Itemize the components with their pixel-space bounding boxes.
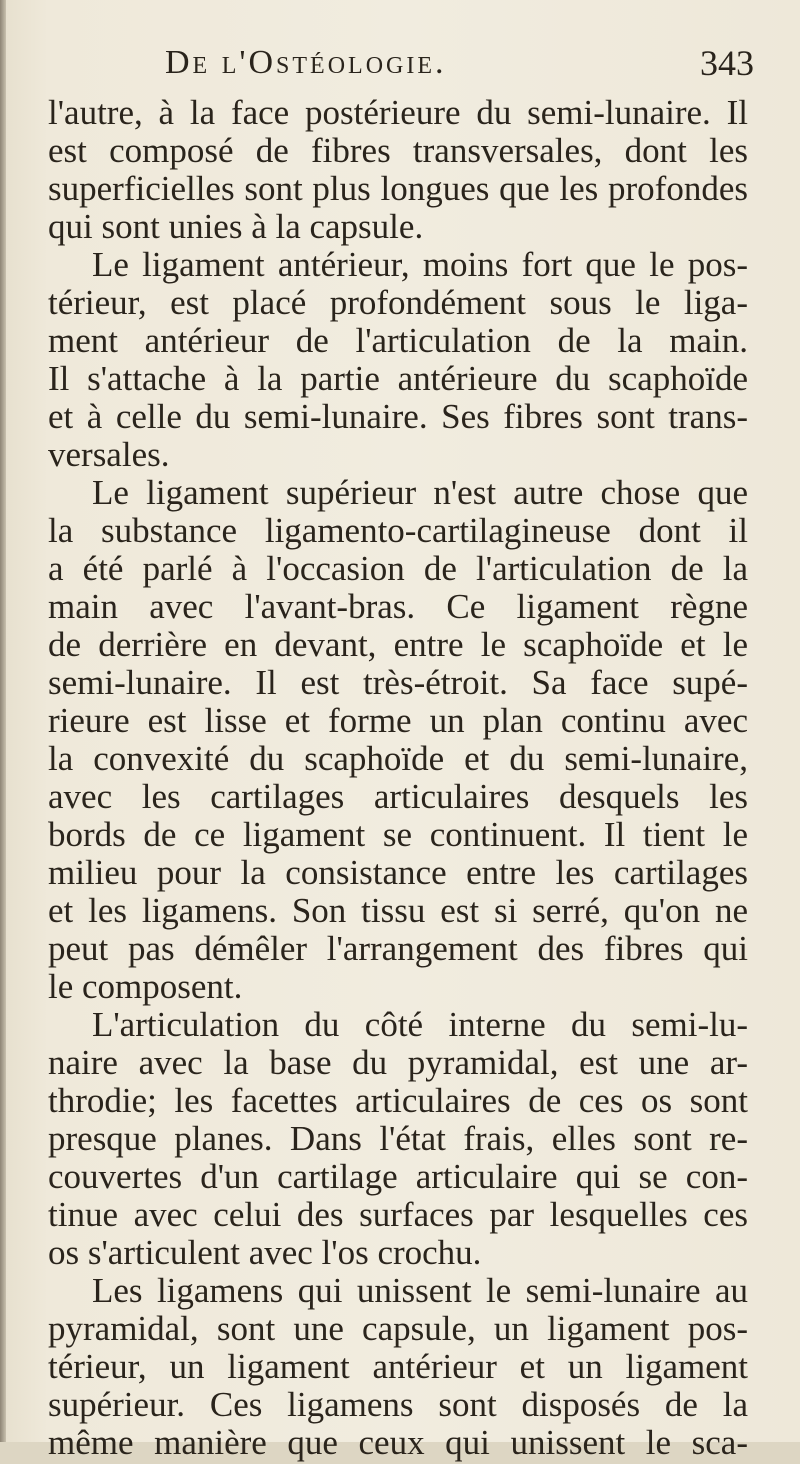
text-line: versales. [48,435,170,474]
text-line: supérieur. Ces ligamens sont disposés de la [48,1385,748,1424]
text-line: l'autre, à la face postérieure du semi-lunaire. Il [48,93,748,132]
text-line: main avec l'avant-bras. Ce ligament règne [48,587,748,626]
text-line: la convexité du scaphoïde et du semi-lunaire, [48,739,748,778]
text-line: térieur, est placé profondément sous le liga- [48,283,748,322]
running-head-title: De l'Ostéologie. [165,44,447,81]
text-line: Le ligament antérieur, moins fort que le pos- [92,245,748,284]
text-line: Il s'attache à la partie antérieure du scaphoïde [48,359,748,398]
text-line: de derrière en devant, entre le scaphoïde et le [48,625,748,664]
text-line: superficielles sont plus longues que les profondes [48,169,748,208]
text-line: le composent. [48,967,243,1006]
text-line: tinue avec celui des surfaces par lesquelles ces [48,1195,748,1234]
text-line: et les ligamens. Son tissu est si serré, qu'on ne [48,891,748,930]
text-line: presque planes. Dans l'état frais, elles sont re- [48,1119,748,1158]
text-line: est composé de fibres transversales, dont les [48,131,748,170]
text-line: naire avec la base du pyramidal, est une ar- [48,1043,748,1082]
text-line: milieu pour la consistance entre les cartilages [48,853,748,892]
text-line: la substance ligamento-cartilagineuse dont il [48,511,748,550]
text-line: ment antérieur de l'articulation de la main. [48,321,748,360]
text-line: Le ligament supérieur n'est autre chose que [92,473,748,512]
text-line: même manière que ceux qui unissent le sca- [48,1423,748,1462]
text-line: semi-lunaire. Il est très-étroit. Sa face supé- [48,663,748,702]
text-line: avec les cartilages articulaires desquels les [48,777,748,816]
text-line: rieure est lisse et forme un plan continu avec [48,701,748,740]
text-line: térieur, un ligament antérieur et un ligament [48,1347,748,1386]
text-line: L'articulation du côté interne du semi-lu- [92,1005,748,1044]
running-head [0,30,800,90]
text-line: throdie; les facettes articulaires de ces os sont [48,1081,748,1120]
text-line: peut pas démêler l'arrangement des fibres qui [48,929,748,968]
page-gutter-shadow [0,0,6,1442]
text-line: et à celle du semi-lunaire. Ses fibres sont trans- [48,397,748,436]
text-line: os s'articulent avec l'os crochu. [48,1233,482,1272]
text-line: pyramidal, sont une capsule, un ligament pos- [48,1309,748,1348]
text-line: qui sont unies à la capsule. [48,207,424,246]
text-line: Les ligamens qui unissent le semi-lunaire au [92,1271,748,1310]
text-line: bords de ce ligament se continuent. Il tient le [48,815,748,854]
text-line: couvertes d'un cartilage articulaire qui se con- [48,1157,748,1196]
page-number: 343 [700,43,754,83]
text-line: a été parlé à l'occasion de l'articulation de la [48,549,748,588]
